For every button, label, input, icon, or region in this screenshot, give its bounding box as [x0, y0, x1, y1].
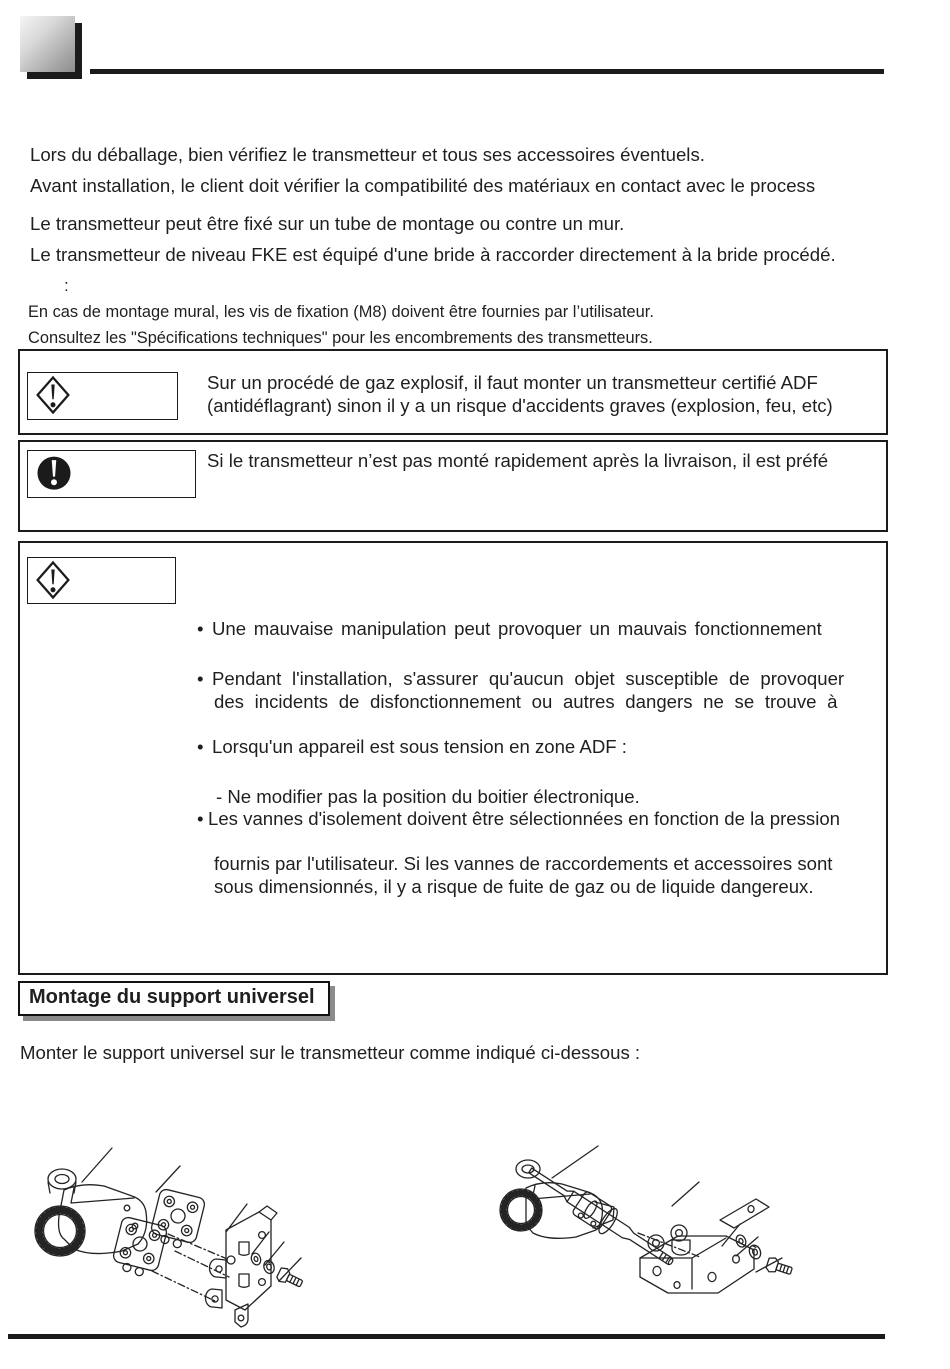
- text-line: Consultez les "Spécifications techniques" pour les encombrements des transmetteurs.: [28, 329, 653, 347]
- caution-bullet: [197, 807, 840, 830]
- text-line: Lors du déballage, bien vérifiez le transmetteur et tous ses accessoires éventuels.: [30, 144, 705, 165]
- paragraph-note: [28, 299, 654, 351]
- note-icon-frame: [27, 450, 196, 498]
- chapter-corner-tab: [20, 16, 75, 72]
- bullet-marker: •: [197, 736, 204, 757]
- leader-line: [156, 1166, 180, 1192]
- caution-sub-item: - Ne modifier pas la position du boitier électronique.: [216, 786, 640, 807]
- text-line: Le transmetteur de niveau FKE est équipé d'une bride à raccorder directement à la bride procédé.: [30, 244, 836, 265]
- note-text-line: Si le transmetteur n’est pas monté rapidement après la livraison, il est préfé: [207, 450, 829, 471]
- paragraph-unpacking: [30, 139, 815, 201]
- note-colon: :: [64, 276, 69, 295]
- caution-bullet: [197, 735, 627, 758]
- bullet-marker: •: [197, 668, 204, 689]
- figure-transmitter-bracket-left: [28, 1138, 320, 1335]
- text-line: Les vannes d'isolement doivent être sélectionnées en fonction de la pression: [208, 808, 841, 829]
- caution-bullet: [197, 617, 822, 640]
- danger-icon-frame: [27, 372, 178, 420]
- leader-line: [82, 1148, 112, 1182]
- text-line: Avant installation, le client doit vérifier la compatibilité des matériaux en contact avec le process: [30, 175, 816, 196]
- leader-line: [552, 1146, 598, 1178]
- bullet-marker: •: [197, 808, 204, 829]
- caution-icon-frame: [27, 557, 176, 604]
- danger-text-line: (antidéflagrant) sinon il y a un risque d'accidents graves (explosion, feu, etc): [207, 395, 833, 416]
- caution-diamond-icon: [32, 374, 74, 416]
- danger-box: [18, 349, 888, 435]
- bullet-marker: •: [197, 618, 204, 639]
- leader-line: [672, 1182, 699, 1206]
- caution-continuation: fournis par l'utilisateur. Si les vannes de raccordements et accessoires sont: [214, 853, 833, 874]
- figure-transmitter-bracket-right: [488, 1140, 883, 1310]
- caution-continuation: sous dimensionnés, il y a risque de fuite de gaz ou de liquide dangereux.: [214, 876, 814, 897]
- text-line: Lorsqu'un appareil est sous tension en zone ADF :: [212, 736, 627, 757]
- danger-text-line: Sur un procédé de gaz explosif, il faut monter un transmetteur certifié ADF: [207, 372, 818, 393]
- section-title: Montage du support universel: [18, 981, 330, 1016]
- caution-bullet: [197, 667, 844, 690]
- paragraph-mounting: [30, 208, 836, 270]
- caution-box: [18, 541, 888, 975]
- section-intro: Monter le support universel sur le transmetteur comme indiqué ci-dessous :: [20, 1042, 641, 1063]
- text-line: Une mauvaise manipulation peut provoquer un mauvais fonctionnement: [212, 618, 822, 639]
- mandatory-circle-icon: [34, 454, 74, 494]
- text-line: En cas de montage mural, les vis de fixation (M8) doivent être fournies par l’utilisateur.: [28, 303, 654, 321]
- footer-rule: [8, 1334, 885, 1339]
- note-box: [18, 440, 888, 532]
- leader-line: [252, 1232, 269, 1254]
- text-line: Le transmetteur peut être fixé sur un tube de montage ou contre un mur.: [30, 213, 625, 234]
- header-rule: [90, 69, 884, 74]
- caution-bullet-continuation: des incidents de disfonctionnement ou autres dangers ne se trouve à: [214, 691, 838, 712]
- text-line: Pendant l'installation, s'assurer qu'aucun objet susceptible de provoquer: [212, 668, 845, 689]
- caution-diamond-icon: [32, 559, 74, 601]
